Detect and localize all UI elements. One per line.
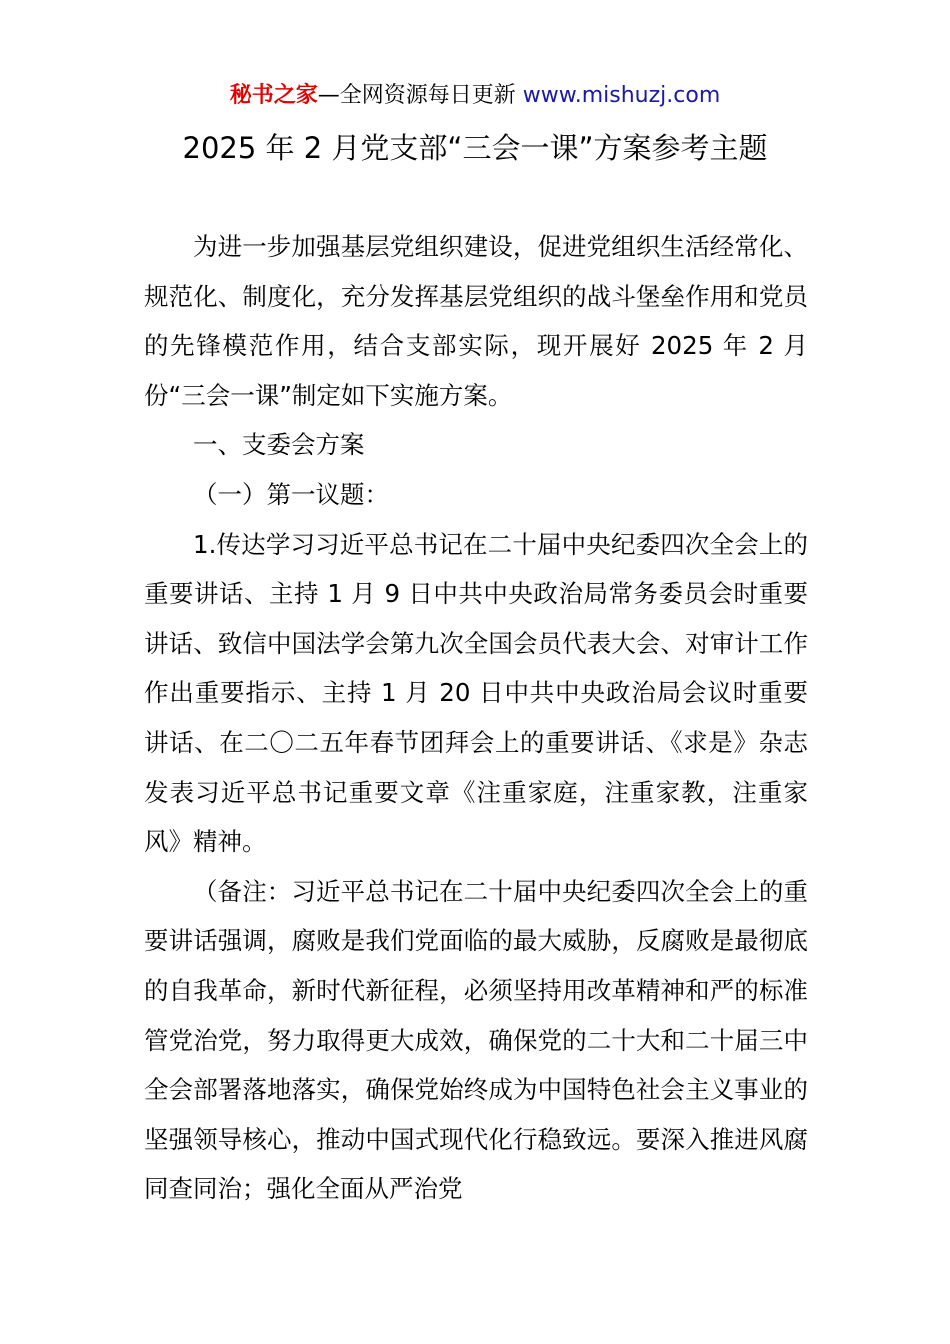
section-heading: 一、支委会方案: [193, 430, 365, 460]
note-paragraph: （备注：习近平总书记在二十届中央纪委四次全会上的重要讲话强调，腐败是我们党面临的最大威胁，反腐败是最彻底的自我革命，新时代新征程，必须坚持用改革精神和严的标准管党治党，努力取得更大成效，确保党的二十大和二十届三中全会部署落地落实，确保党始终成为中国特色社会主义事业的坚强领导核心，推动中国式现代化行稳致远。要深入推进风腐同查同治；强化全面从严治党: [144, 876, 808, 1204]
document-body: [144, 222, 808, 1214]
site-header: [0, 80, 950, 112]
intro-paragraph: 为进一步加强基层党组织建设，促进党组织生活经常化、规范化、制度化，充分发挥基层党组织的战斗堡垒作用和党员的先锋模范作用，结合支部实际，现开展好 2025 年 2 月份“三会一课”制定如下实施方案。: [144, 232, 808, 410]
site-url-link[interactable]: www.mishuzj.com: [522, 83, 721, 108]
item-paragraph: 1.传达学习习近平总书记在二十届中央纪委四次全会上的重要讲话、主持 1 月 9 日中共中央政治局常务委员会时重要讲话、致信中国法学会第九次全国会员代表大会、对审计工作作出重要指示、主持 1 月 20 日中共中央政治局会议时重要讲话、在二〇二五年春节团拜会上的重要讲话、《求是》杂志发表习近平总书记重要文章《注重家庭，注重家教，注重家风》精神。: [144, 529, 808, 857]
header-tagline: —全网资源每日更新: [317, 83, 516, 108]
subsection-heading: （一）第一议题：: [193, 479, 389, 509]
brand-name: 秘书之家: [229, 83, 318, 108]
document-title: 2025 年 2 月党支部“三会一课”方案参考主题: [182, 131, 768, 165]
